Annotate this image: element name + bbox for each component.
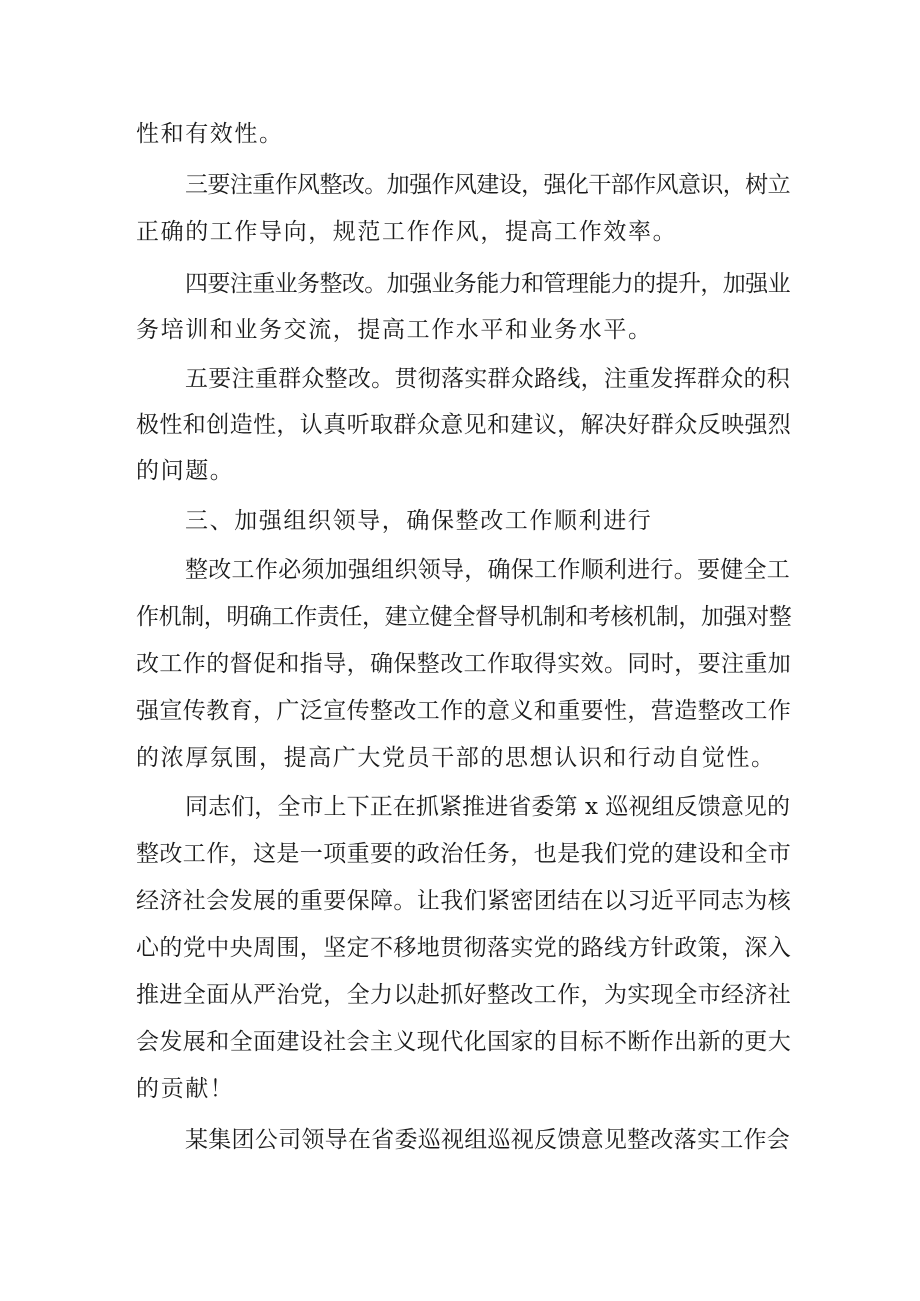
- text-line: 强宣传教育，广泛宣传整改工作的意义和重要性，营造整改工作: [136, 698, 792, 724]
- text-line: 某集团公司领导在省委巡视组巡视反馈意见整改落实工作会: [185, 1127, 790, 1153]
- text-line: 推进全面从严治党，全力以赴抓好整改工作，为实现全市经济社: [136, 982, 792, 1008]
- text-line: 整改工作必须加强组织领导，确保工作顺利进行。要健全工: [185, 557, 790, 583]
- text-line: 的浓厚氛围，提高广大党员干部的思想认识和行动自觉性。: [136, 745, 776, 771]
- text-line: 同志们，全市上下正在抓紧推进省委第 x 巡视组反馈意见的: [185, 794, 790, 820]
- text-line: 性和有效性。: [136, 121, 284, 147]
- text-line: 四要注重业务整改。加强业务能力和管理能力的提升，加强业: [185, 271, 790, 297]
- text-line: 改工作的督促和指导，确保整改工作取得实效。同时，要注重加: [136, 651, 792, 677]
- text-line: 五要注重群众整改。贯彻落实群众路线，注重发挥群众的积: [185, 366, 790, 392]
- text-line: 三要注重作风整改。加强作风建设，强化干部作风意识，树立: [185, 172, 790, 198]
- text-line: 正确的工作导向，规范工作作风，提高工作效率。: [136, 219, 678, 245]
- text-line: 极性和创造性，认真听取群众意见和建议，解决好群众反映强烈: [136, 412, 792, 438]
- text-line: 经济社会发展的重要保障。让我们紧密团结在以习近平同志为核: [136, 888, 792, 914]
- text-line: 会发展和全面建设社会主义现代化国家的目标不断作出新的更大: [136, 1029, 792, 1055]
- text-line: 的贡献！: [136, 1076, 235, 1102]
- text-line: 心的党中央周围，坚定不移地贯彻落实党的路线方针政策，深入: [136, 935, 792, 961]
- text-line: 的问题。: [136, 458, 235, 484]
- section-heading: 三、加强组织领导，确保整改工作顺利进行: [185, 508, 653, 534]
- text-line: 作机制，明确工作责任，建立健全督导机制和考核机制，加强对整: [136, 604, 792, 630]
- text-line: 务培训和业务交流，提高工作水平和业务水平。: [136, 317, 653, 343]
- text-line: 整改工作，这是一项重要的政治任务，也是我们党的建设和全市: [136, 841, 792, 867]
